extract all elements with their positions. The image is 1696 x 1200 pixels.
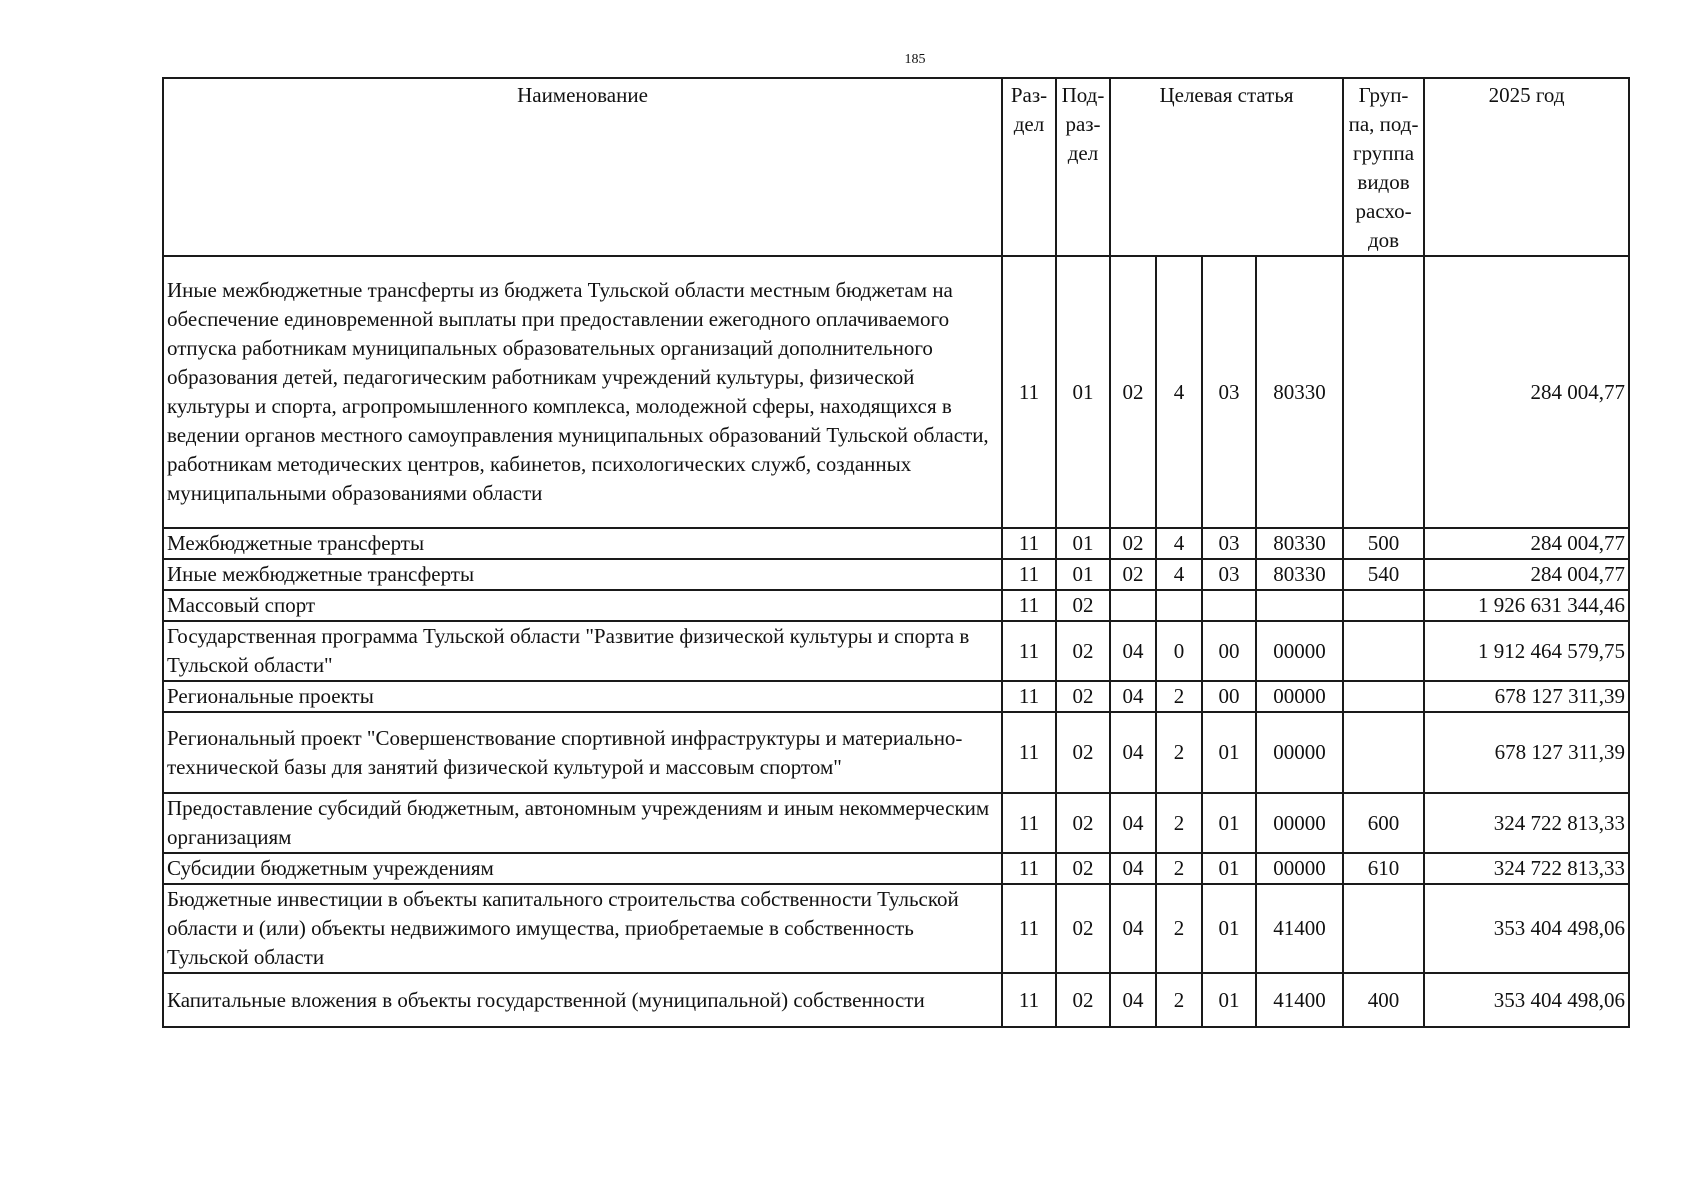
row-target-program: 02: [1110, 528, 1156, 559]
row-target-type: [1156, 590, 1202, 621]
row-name: Иные межбюджетные трансферты из бюджета Тульской области местным бюджетам на обеспечение единовременной выплаты при предоставлении ежегодного оплачиваемого отпуска работникам муниципальных образовательных организаций дополнительного образования детей, педагогическим работникам учреждений культуры, физической культуры и спорта, агропромышленного комплекса, молодежной сферы, находящихся в ведении органов местного самоуправления муниципальных образований Тульской области, работникам методических центров, кабинетов, психологических служб, созданных муниципальными образованиями области: [163, 256, 1002, 528]
row-name: Региональный проект "Совершенствование спортивной инфраструктуры и материально-технической базы для занятий физической культурой и массовым спортом": [163, 712, 1002, 793]
row-amount: 284 004,77: [1424, 559, 1629, 590]
row-razdel: 11: [1002, 884, 1056, 973]
row-amount: 678 127 311,39: [1424, 712, 1629, 793]
table-row: [163, 528, 1629, 559]
row-target-program: 04: [1110, 884, 1156, 973]
row-target-direction: 80330: [1256, 256, 1343, 528]
row-target-subprogram: 01: [1202, 853, 1256, 884]
row-razdel: 11: [1002, 973, 1056, 1027]
table-row: [163, 559, 1629, 590]
row-amount: 1 926 631 344,46: [1424, 590, 1629, 621]
row-amount: 284 004,77: [1424, 528, 1629, 559]
row-razdel: 11: [1002, 528, 1056, 559]
row-razdel: 11: [1002, 712, 1056, 793]
row-podrazdel: 02: [1056, 621, 1110, 681]
row-target-subprogram: 01: [1202, 712, 1256, 793]
page-number: 185: [904, 52, 926, 67]
header-target: Целевая статья: [1110, 78, 1343, 256]
row-name: Предоставление субсидий бюджетным, автономным учреждениям и иным некоммерческим организациям: [163, 793, 1002, 853]
table-row: [163, 256, 1629, 528]
row-podrazdel: 01: [1056, 256, 1110, 528]
row-amount: 353 404 498,06: [1424, 973, 1629, 1027]
row-razdel: 11: [1002, 621, 1056, 681]
header-year: 2025 год: [1424, 78, 1629, 256]
row-target-type: 4: [1156, 256, 1202, 528]
row-amount: 324 722 813,33: [1424, 793, 1629, 853]
table-header-row: [163, 78, 1629, 256]
row-expense-group: 610: [1343, 853, 1424, 884]
row-target-direction: 00000: [1256, 793, 1343, 853]
row-target-subprogram: 01: [1202, 884, 1256, 973]
row-amount: 1 912 464 579,75: [1424, 621, 1629, 681]
row-amount: 678 127 311,39: [1424, 681, 1629, 712]
row-target-direction: [1256, 590, 1343, 621]
row-amount: 353 404 498,06: [1424, 884, 1629, 973]
row-target-subprogram: 00: [1202, 681, 1256, 712]
row-target-direction: 80330: [1256, 528, 1343, 559]
row-expense-group: 400: [1343, 973, 1424, 1027]
row-target-direction: 00000: [1256, 712, 1343, 793]
row-target-direction: 41400: [1256, 884, 1343, 973]
row-target-type: 2: [1156, 973, 1202, 1027]
row-target-subprogram: 00: [1202, 621, 1256, 681]
row-target-subprogram: 01: [1202, 973, 1256, 1027]
row-target-type: 2: [1156, 793, 1202, 853]
row-target-direction: 00000: [1256, 853, 1343, 884]
row-target-direction: 41400: [1256, 973, 1343, 1027]
row-expense-group: [1343, 712, 1424, 793]
row-target-program: 04: [1110, 853, 1156, 884]
row-podrazdel: 02: [1056, 590, 1110, 621]
table-row: [163, 590, 1629, 621]
table-row: [163, 853, 1629, 884]
header-podrazdel: Под-раз-дел: [1056, 78, 1110, 256]
row-target-subprogram: [1202, 590, 1256, 621]
header-group: Груп-па, под-группа видов расхо-дов: [1343, 78, 1424, 256]
row-target-direction: 80330: [1256, 559, 1343, 590]
table-row: [163, 621, 1629, 681]
row-name: Бюджетные инвестиции в объекты капитального строительства собственности Тульской области и (или) объекты недвижимого имущества, приобретаемые в собственность Тульской области: [163, 884, 1002, 973]
row-target-program: 04: [1110, 793, 1156, 853]
row-podrazdel: 02: [1056, 853, 1110, 884]
row-razdel: 11: [1002, 256, 1056, 528]
table-body: [163, 256, 1629, 1027]
row-target-type: 2: [1156, 853, 1202, 884]
row-expense-group: 500: [1343, 528, 1424, 559]
row-expense-group: [1343, 621, 1424, 681]
row-podrazdel: 01: [1056, 559, 1110, 590]
row-target-type: 2: [1156, 884, 1202, 973]
row-target-program: 02: [1110, 256, 1156, 528]
row-expense-group: 540: [1343, 559, 1424, 590]
row-podrazdel: 02: [1056, 712, 1110, 793]
row-amount: 284 004,77: [1424, 256, 1629, 528]
table-row: [163, 793, 1629, 853]
row-name: Субсидии бюджетным учреждениям: [163, 853, 1002, 884]
row-target-program: 02: [1110, 559, 1156, 590]
row-name: Иные межбюджетные трансферты: [163, 559, 1002, 590]
row-target-subprogram: 01: [1202, 793, 1256, 853]
row-target-type: 4: [1156, 528, 1202, 559]
row-expense-group: 600: [1343, 793, 1424, 853]
row-target-program: [1110, 590, 1156, 621]
row-target-direction: 00000: [1256, 621, 1343, 681]
row-podrazdel: 02: [1056, 681, 1110, 712]
row-target-program: 04: [1110, 681, 1156, 712]
row-expense-group: [1343, 256, 1424, 528]
row-expense-group: [1343, 681, 1424, 712]
row-expense-group: [1343, 884, 1424, 973]
table-row: [163, 973, 1629, 1027]
row-target-type: 0: [1156, 621, 1202, 681]
row-podrazdel: 02: [1056, 793, 1110, 853]
row-podrazdel: 02: [1056, 884, 1110, 973]
row-target-type: 4: [1156, 559, 1202, 590]
row-expense-group: [1343, 590, 1424, 621]
row-razdel: 11: [1002, 590, 1056, 621]
row-target-subprogram: 03: [1202, 528, 1256, 559]
row-razdel: 11: [1002, 793, 1056, 853]
row-target-program: 04: [1110, 712, 1156, 793]
row-razdel: 11: [1002, 681, 1056, 712]
row-name: Государственная программа Тульской области "Развитие физической культуры и спорта в Тульской области": [163, 621, 1002, 681]
row-name: Региональные проекты: [163, 681, 1002, 712]
row-amount: 324 722 813,33: [1424, 853, 1629, 884]
row-target-type: 2: [1156, 712, 1202, 793]
row-target-subprogram: 03: [1202, 559, 1256, 590]
row-podrazdel: 01: [1056, 528, 1110, 559]
row-target-program: 04: [1110, 973, 1156, 1027]
row-razdel: 11: [1002, 853, 1056, 884]
row-name: Межбюджетные трансферты: [163, 528, 1002, 559]
table-row: [163, 884, 1629, 973]
row-target-program: 04: [1110, 621, 1156, 681]
table-row: [163, 712, 1629, 793]
row-podrazdel: 02: [1056, 973, 1110, 1027]
budget-table: [162, 77, 1630, 1028]
row-name: Капитальные вложения в объекты государственной (муниципальной) собственности: [163, 973, 1002, 1027]
row-target-type: 2: [1156, 681, 1202, 712]
row-razdel: 11: [1002, 559, 1056, 590]
row-name: Массовый спорт: [163, 590, 1002, 621]
row-target-direction: 00000: [1256, 681, 1343, 712]
row-target-subprogram: 03: [1202, 256, 1256, 528]
table-row: [163, 681, 1629, 712]
header-razdel: Раз-дел: [1002, 78, 1056, 256]
header-name: Наименование: [163, 78, 1002, 256]
